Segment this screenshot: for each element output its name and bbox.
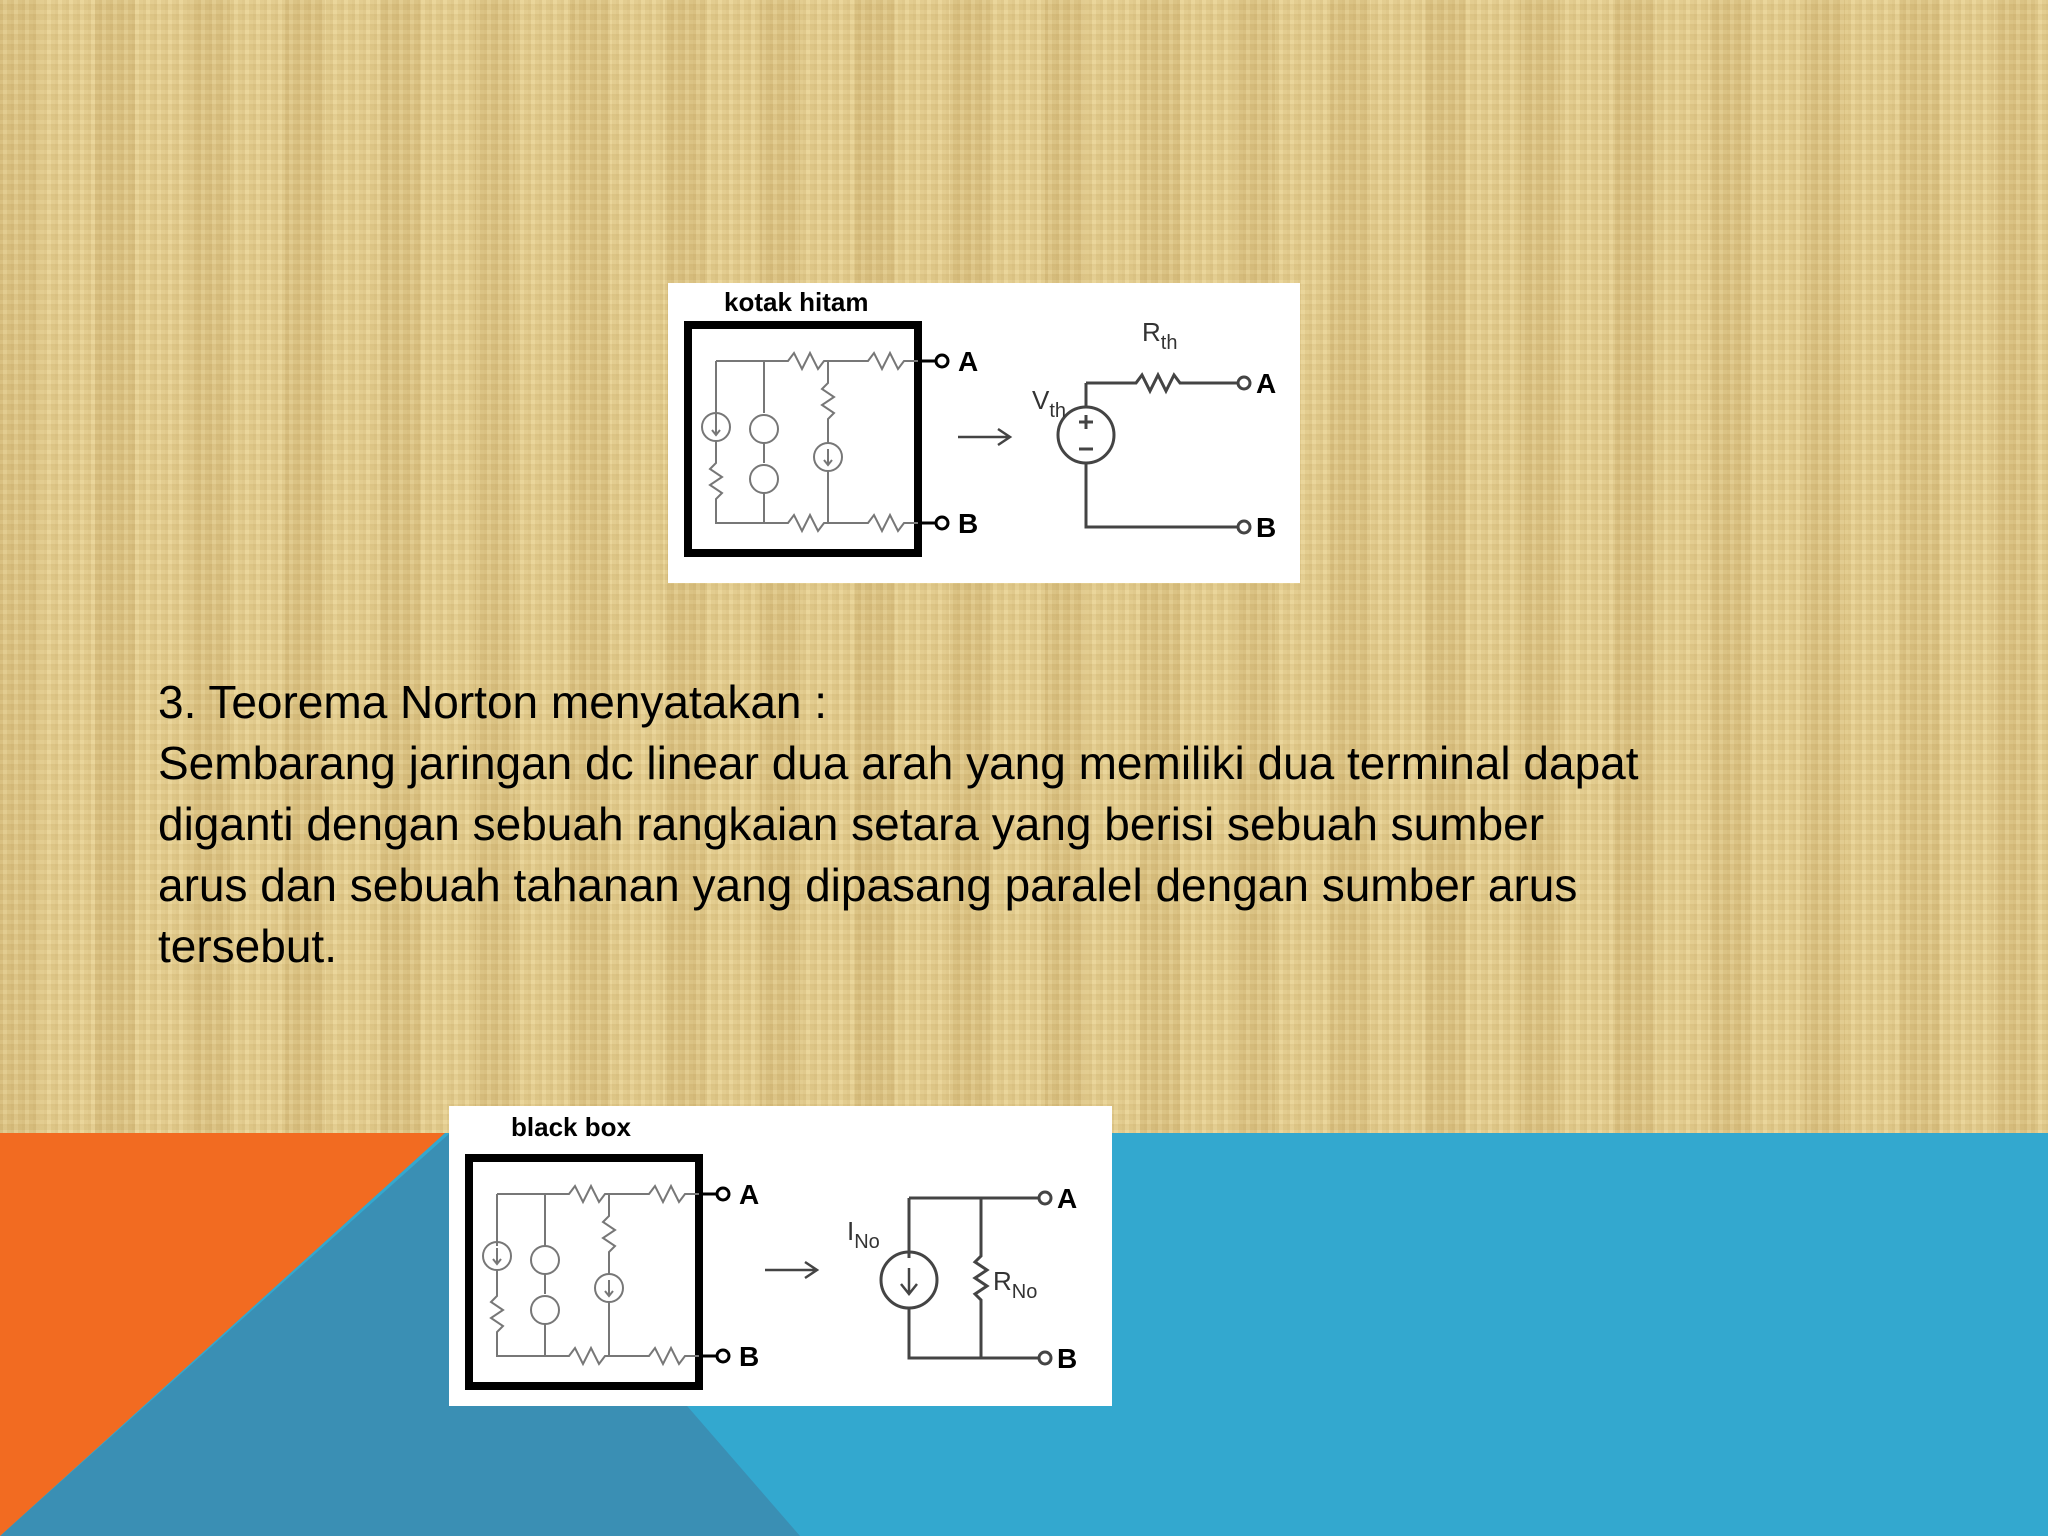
source-label: $V_{th}$ bbox=[1032, 385, 1067, 422]
equivalent-terminal-b: B bbox=[1256, 512, 1277, 543]
source-polarity bbox=[1079, 415, 1093, 449]
box-terminal-b: B bbox=[739, 1341, 760, 1372]
equivalent-terminals bbox=[1238, 377, 1250, 533]
slide-body-text bbox=[158, 672, 1878, 977]
black-box-frame bbox=[469, 1158, 699, 1386]
thevenin-equivalent-figure bbox=[668, 283, 1300, 583]
norton-equivalent-figure bbox=[449, 1106, 1112, 1406]
black-box-internal-network bbox=[702, 353, 922, 531]
black-box-internal-network bbox=[483, 1186, 703, 1364]
box-terminal-a: A bbox=[739, 1179, 760, 1210]
transform-arrow bbox=[765, 1262, 817, 1278]
figure-caption: black box bbox=[511, 1112, 631, 1142]
equivalent-terminal-b: B bbox=[1057, 1343, 1078, 1374]
heading-text: 3. Teorema Norton menyatakan : bbox=[158, 676, 828, 728]
paragraph-text: Sembarang jaringan dc linear dua arah yang memiliki dua terminal dapat diganti dengan sebuah rangkaian setara yang berisi sebuah sumber arus dan sebuah tahanan yang dipasang paralel dengan sumber arus tersebut. bbox=[158, 737, 1639, 972]
equivalent-terminal-a: A bbox=[1256, 368, 1277, 399]
box-terminals bbox=[699, 1188, 729, 1362]
source-label: $I_{No}$ bbox=[847, 1216, 880, 1253]
equivalent-terminal-a: A bbox=[1057, 1183, 1078, 1214]
box-terminal-a: A bbox=[958, 346, 979, 377]
equivalent-circuit bbox=[881, 1198, 1039, 1358]
box-terminals bbox=[918, 355, 948, 529]
resistor-label: $R_{th}$ bbox=[1142, 317, 1178, 354]
equivalent-circuit bbox=[1058, 375, 1238, 527]
resistor-label: $R_{No}$ bbox=[993, 1266, 1038, 1303]
figure-caption: kotak hitam bbox=[724, 287, 869, 317]
equivalent-terminals bbox=[1039, 1192, 1051, 1364]
transform-arrow bbox=[958, 429, 1010, 445]
box-terminal-b: B bbox=[958, 508, 979, 539]
